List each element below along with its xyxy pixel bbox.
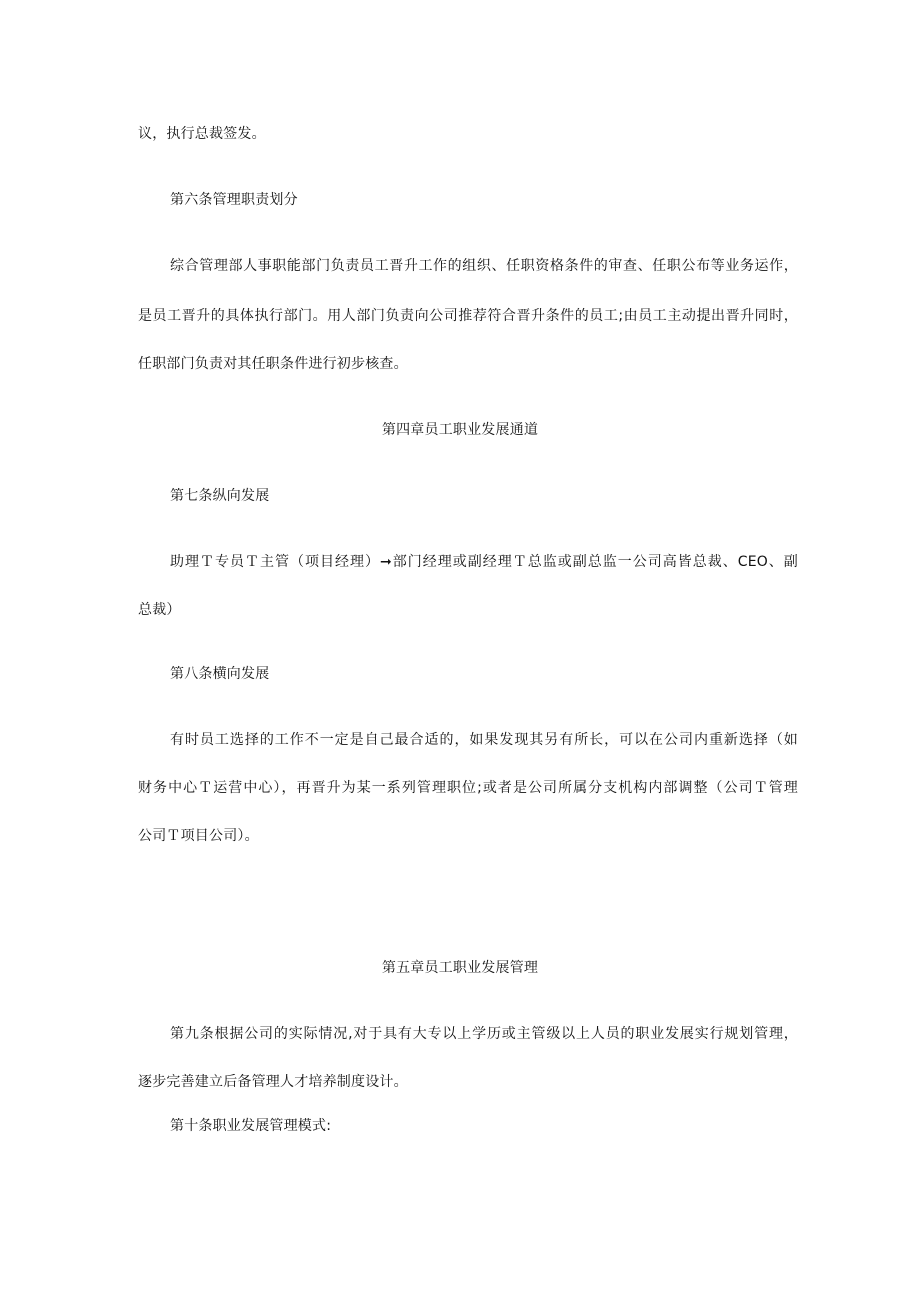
article-8-heading: 第八条横向发展 xyxy=(170,666,270,682)
article-6-text-line-1: 综合管理部人事职能部门负责员工晋升工作的组织、任职资格条件的审查、任职公布等业务运作， xyxy=(170,258,798,274)
article-6-text-line-3: 任职部门负责对其任职条件进行初步核查。 xyxy=(138,356,408,372)
article-6-heading: 第六条管理职责划分 xyxy=(170,192,298,208)
paragraph-continuation: 议，执行总裁签发。 xyxy=(138,126,266,142)
chapter-4-title: 第四章员工职业发展通道 xyxy=(381,422,539,438)
article-6-text-line-2: 是员工晋升的具体执行部门。用人部门负责向公司推荐符合晋升条件的员工;由员工主动提出晋升同时， xyxy=(138,308,798,324)
article-8-text-line-3: 公司Ｔ项目公司）。 xyxy=(138,828,259,844)
article-7-heading: 第七条纵向发展 xyxy=(170,488,270,504)
article-8-text-line-2: 财务中心Ｔ运营中心），再晋升为某一系列管理职位;或者是公司所属分支机构内部调整（公司Ｔ管理 xyxy=(138,780,798,796)
chapter-5-title: 第五章员工职业发展管理 xyxy=(381,960,539,976)
article-7-text-line-2: 总裁） xyxy=(138,602,181,618)
article-9-text-line-2: 逐步完善建立后备管理人才培养制度设计。 xyxy=(138,1074,408,1090)
article-9-text-line-1: 第九条根据公司的实际情况,对于具有大专以上学历或主管级以上人员的职业发展实行规划管理， xyxy=(170,1026,798,1042)
article-8-text-line-1: 有时员工选择的工作不一定是自己最合适的，如果发现其另有所长，可以在公司内重新选择（如 xyxy=(170,732,798,748)
article-7-text-line-1: 助理Ｔ专员Ｔ主管（项目经理）➞部门经理或副经理Ｔ总监或副总监一公司高皆总裁、CEO、副 xyxy=(170,554,798,570)
article-10-heading: 第十条职业发展管理模式: xyxy=(170,1118,332,1134)
